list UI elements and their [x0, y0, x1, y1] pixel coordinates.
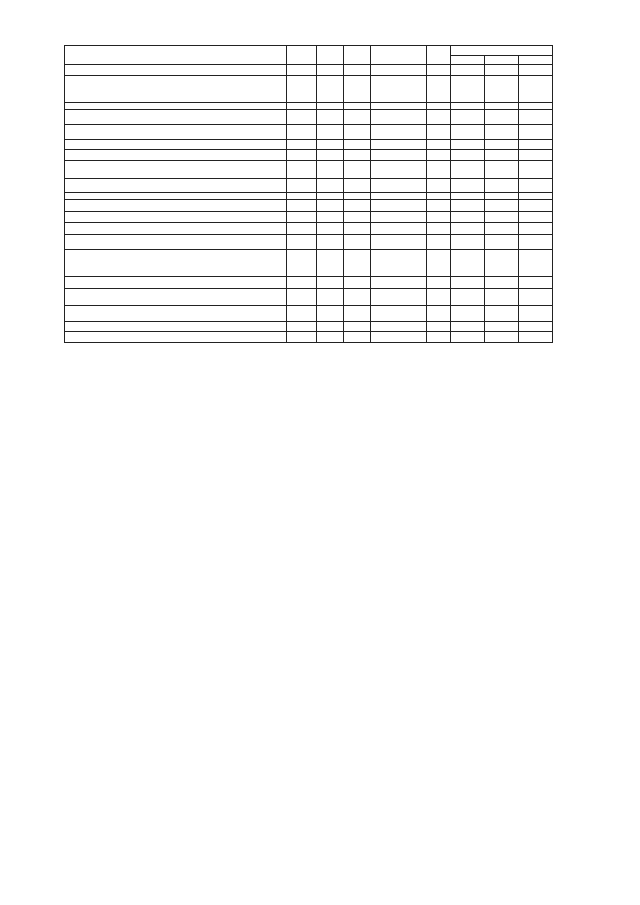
- row-value-year-3: [519, 140, 553, 150]
- row-value-year-3: [519, 65, 553, 76]
- row-expense-type: [427, 306, 451, 322]
- row-podrazdel: [344, 235, 371, 250]
- row-expense-type: [427, 65, 451, 76]
- row-razdel: [317, 332, 344, 343]
- table-row: [65, 277, 553, 289]
- row-value-year-1: [451, 76, 485, 103]
- row-value-year-2: [485, 250, 519, 277]
- table-header: [65, 46, 553, 65]
- row-target-article: [371, 250, 427, 277]
- row-ved: [287, 125, 317, 140]
- row-value-year-3: [519, 179, 553, 193]
- header-podrazdel: [344, 46, 371, 65]
- row-name: [65, 161, 287, 179]
- row-razdel: [317, 103, 344, 110]
- row-name: [65, 277, 287, 289]
- row-target-article: [371, 103, 427, 110]
- row-name: [65, 179, 287, 193]
- row-value-year-1: [451, 150, 485, 161]
- row-value-year-3: [519, 250, 553, 277]
- row-value-year-1: [451, 193, 485, 200]
- row-expense-type: [427, 125, 451, 140]
- row-podrazdel: [344, 110, 371, 125]
- row-name: [65, 76, 287, 103]
- header-name: [65, 46, 287, 65]
- table-row: [65, 332, 553, 343]
- table-row: [65, 179, 553, 193]
- row-value-year-3: [519, 306, 553, 322]
- row-name: [65, 235, 287, 250]
- row-name: [65, 322, 287, 332]
- table-row: [65, 250, 553, 277]
- row-expense-type: [427, 103, 451, 110]
- row-name: [65, 150, 287, 161]
- row-target-article: [371, 332, 427, 343]
- row-value-year-1: [451, 322, 485, 332]
- header-target-article: [371, 46, 427, 65]
- row-target-article: [371, 212, 427, 223]
- row-expense-type: [427, 140, 451, 150]
- row-target-article: [371, 200, 427, 212]
- row-value-year-1: [451, 250, 485, 277]
- row-name: [65, 140, 287, 150]
- row-value-year-2: [485, 277, 519, 289]
- row-value-year-3: [519, 289, 553, 306]
- row-name: [65, 223, 287, 235]
- row-razdel: [317, 193, 344, 200]
- row-value-year-2: [485, 322, 519, 332]
- table-row: [65, 103, 553, 110]
- table-row: [65, 161, 553, 179]
- header-ved: [287, 46, 317, 65]
- row-expense-type: [427, 150, 451, 161]
- row-expense-type: [427, 161, 451, 179]
- row-target-article: [371, 179, 427, 193]
- header-year-1: [451, 56, 485, 65]
- row-ved: [287, 212, 317, 223]
- row-value-year-2: [485, 65, 519, 76]
- row-target-article: [371, 289, 427, 306]
- row-value-year-3: [519, 223, 553, 235]
- row-razdel: [317, 65, 344, 76]
- row-value-year-3: [519, 200, 553, 212]
- row-ved: [287, 76, 317, 103]
- row-value-year-2: [485, 235, 519, 250]
- row-expense-type: [427, 200, 451, 212]
- row-podrazdel: [344, 76, 371, 103]
- row-ved: [287, 193, 317, 200]
- row-ved: [287, 277, 317, 289]
- row-ved: [287, 65, 317, 76]
- row-value-year-1: [451, 103, 485, 110]
- row-ved: [287, 110, 317, 125]
- row-podrazdel: [344, 223, 371, 235]
- row-name: [65, 200, 287, 212]
- header-razdel: [317, 46, 344, 65]
- row-name: [65, 125, 287, 140]
- row-value-year-1: [451, 179, 485, 193]
- row-value-year-3: [519, 235, 553, 250]
- row-value-year-3: [519, 125, 553, 140]
- header-year-2: [485, 56, 519, 65]
- row-value-year-1: [451, 223, 485, 235]
- row-podrazdel: [344, 200, 371, 212]
- row-expense-type: [427, 110, 451, 125]
- row-value-year-2: [485, 76, 519, 103]
- row-ved: [287, 322, 317, 332]
- row-podrazdel: [344, 140, 371, 150]
- row-podrazdel: [344, 161, 371, 179]
- row-razdel: [317, 277, 344, 289]
- header-amount: [451, 46, 553, 56]
- row-razdel: [317, 140, 344, 150]
- row-value-year-1: [451, 125, 485, 140]
- row-value-year-3: [519, 277, 553, 289]
- row-expense-type: [427, 322, 451, 332]
- table-row: [65, 76, 553, 103]
- row-value-year-3: [519, 322, 553, 332]
- row-podrazdel: [344, 179, 371, 193]
- row-expense-type: [427, 193, 451, 200]
- budget-table: [64, 45, 553, 343]
- table-row: [65, 200, 553, 212]
- row-value-year-1: [451, 332, 485, 343]
- row-target-article: [371, 161, 427, 179]
- row-expense-type: [427, 235, 451, 250]
- row-razdel: [317, 200, 344, 212]
- row-podrazdel: [344, 322, 371, 332]
- row-target-article: [371, 76, 427, 103]
- table-row: [65, 65, 553, 76]
- row-value-year-1: [451, 289, 485, 306]
- row-value-year-2: [485, 161, 519, 179]
- row-value-year-3: [519, 76, 553, 103]
- row-value-year-2: [485, 150, 519, 161]
- table-row: [65, 289, 553, 306]
- table-row: [65, 306, 553, 322]
- row-target-article: [371, 235, 427, 250]
- row-value-year-3: [519, 193, 553, 200]
- row-name: [65, 103, 287, 110]
- row-name: [65, 110, 287, 125]
- row-value-year-1: [451, 277, 485, 289]
- header-year-3: [519, 56, 553, 65]
- row-podrazdel: [344, 250, 371, 277]
- row-ved: [287, 289, 317, 306]
- row-value-year-1: [451, 235, 485, 250]
- row-value-year-3: [519, 110, 553, 125]
- row-expense-type: [427, 223, 451, 235]
- row-value-year-1: [451, 306, 485, 322]
- row-ved: [287, 235, 317, 250]
- row-value-year-3: [519, 212, 553, 223]
- row-podrazdel: [344, 277, 371, 289]
- row-ved: [287, 306, 317, 322]
- row-podrazdel: [344, 65, 371, 76]
- row-podrazdel: [344, 332, 371, 343]
- row-target-article: [371, 65, 427, 76]
- row-value-year-1: [451, 200, 485, 212]
- row-ved: [287, 150, 317, 161]
- row-value-year-1: [451, 212, 485, 223]
- row-razdel: [317, 125, 344, 140]
- row-target-article: [371, 125, 427, 140]
- row-value-year-2: [485, 223, 519, 235]
- table-row: [65, 223, 553, 235]
- row-target-article: [371, 150, 427, 161]
- row-value-year-1: [451, 65, 485, 76]
- row-target-article: [371, 277, 427, 289]
- row-razdel: [317, 110, 344, 125]
- row-expense-type: [427, 332, 451, 343]
- row-ved: [287, 223, 317, 235]
- row-ved: [287, 161, 317, 179]
- table-row: [65, 212, 553, 223]
- row-razdel: [317, 76, 344, 103]
- row-razdel: [317, 223, 344, 235]
- table-row: [65, 193, 553, 200]
- row-name: [65, 250, 287, 277]
- row-expense-type: [427, 277, 451, 289]
- row-razdel: [317, 322, 344, 332]
- row-expense-type: [427, 76, 451, 103]
- row-razdel: [317, 150, 344, 161]
- row-ved: [287, 103, 317, 110]
- row-target-article: [371, 306, 427, 322]
- table-row: [65, 140, 553, 150]
- row-ved: [287, 332, 317, 343]
- table-body: [65, 65, 553, 343]
- row-name: [65, 306, 287, 322]
- row-value-year-1: [451, 140, 485, 150]
- row-podrazdel: [344, 289, 371, 306]
- row-value-year-2: [485, 212, 519, 223]
- row-razdel: [317, 250, 344, 277]
- row-value-year-3: [519, 161, 553, 179]
- row-value-year-2: [485, 332, 519, 343]
- row-razdel: [317, 212, 344, 223]
- row-expense-type: [427, 250, 451, 277]
- row-value-year-3: [519, 332, 553, 343]
- row-name: [65, 289, 287, 306]
- table-row: [65, 235, 553, 250]
- header-expense-type: [427, 46, 451, 65]
- row-target-article: [371, 110, 427, 125]
- row-value-year-2: [485, 289, 519, 306]
- table-row: [65, 110, 553, 125]
- row-value-year-1: [451, 110, 485, 125]
- row-razdel: [317, 235, 344, 250]
- row-value-year-3: [519, 150, 553, 161]
- row-ved: [287, 140, 317, 150]
- table-row: [65, 150, 553, 161]
- row-expense-type: [427, 179, 451, 193]
- row-name: [65, 212, 287, 223]
- row-name: [65, 193, 287, 200]
- row-razdel: [317, 179, 344, 193]
- row-target-article: [371, 193, 427, 200]
- row-expense-type: [427, 289, 451, 306]
- row-ved: [287, 200, 317, 212]
- row-value-year-2: [485, 125, 519, 140]
- table-row: [65, 125, 553, 140]
- row-expense-type: [427, 212, 451, 223]
- row-ved: [287, 250, 317, 277]
- row-target-article: [371, 322, 427, 332]
- row-value-year-2: [485, 110, 519, 125]
- row-value-year-1: [451, 161, 485, 179]
- row-podrazdel: [344, 212, 371, 223]
- table-row: [65, 322, 553, 332]
- row-value-year-2: [485, 306, 519, 322]
- row-podrazdel: [344, 306, 371, 322]
- row-value-year-2: [485, 193, 519, 200]
- row-value-year-2: [485, 200, 519, 212]
- row-target-article: [371, 140, 427, 150]
- row-value-year-2: [485, 179, 519, 193]
- row-ved: [287, 179, 317, 193]
- row-razdel: [317, 306, 344, 322]
- row-value-year-2: [485, 140, 519, 150]
- row-value-year-3: [519, 103, 553, 110]
- row-name: [65, 65, 287, 76]
- row-podrazdel: [344, 103, 371, 110]
- row-target-article: [371, 223, 427, 235]
- row-value-year-2: [485, 103, 519, 110]
- row-razdel: [317, 289, 344, 306]
- row-podrazdel: [344, 125, 371, 140]
- row-podrazdel: [344, 193, 371, 200]
- row-razdel: [317, 161, 344, 179]
- row-podrazdel: [344, 150, 371, 161]
- row-name: [65, 332, 287, 343]
